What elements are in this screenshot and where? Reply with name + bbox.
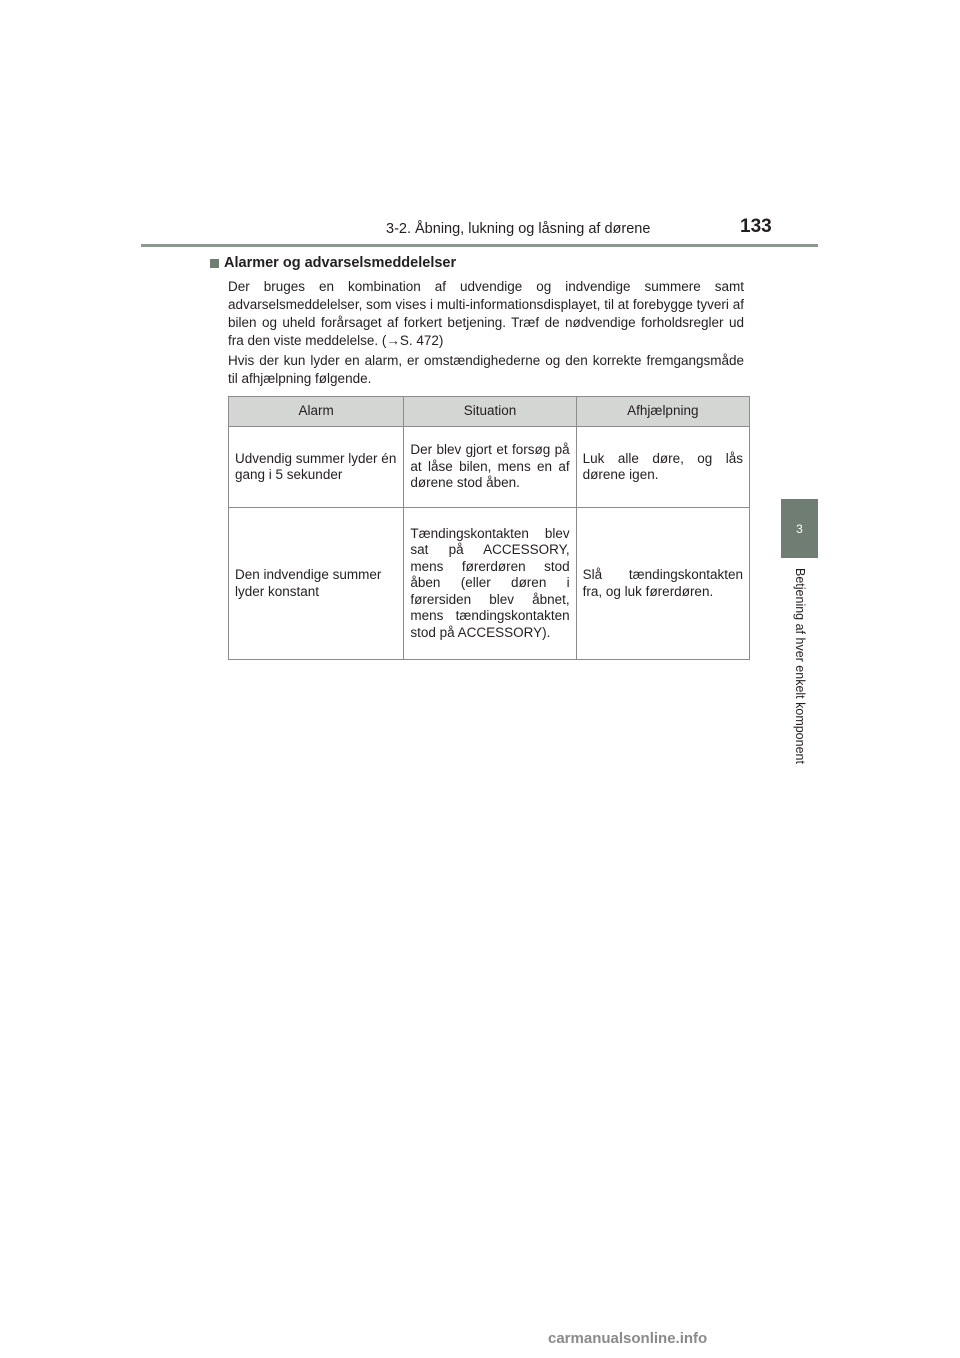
header-situation: Situation: [404, 397, 576, 427]
section-header: 3-2. Åbning, lukning og låsning af dørene: [386, 221, 651, 237]
header-remedy: Afhjælpning: [576, 397, 749, 427]
cell-situation: Tændingskontakten blev sat på ACCESSORY, mens førerdøren stod åben (eller døren i førersiden blev åbnet, mens tændingskontakten stod på ACCESSORY).: [404, 508, 576, 660]
table-row: [229, 508, 750, 660]
page-number: 133: [740, 216, 772, 237]
table-header-row: [229, 397, 750, 427]
alarm-paragraph: Hvis der kun lyder en alarm, er omstændighederne og den korrekte fremgangsmåde til afhjælpning følgende.: [228, 353, 744, 386]
table-row: [229, 427, 750, 508]
cell-alarm: Udvendig summer lyder én gang i 5 sekunder: [229, 427, 404, 508]
square-bullet-icon: [210, 259, 219, 268]
section-title: Alarmer og advarselsmeddelelser: [224, 255, 457, 271]
cell-situation: Der blev gjort et forsøg på at låse bilen, mens en af dørene stod åben.: [404, 427, 576, 508]
chapter-number: 3: [796, 521, 803, 536]
header-alarm: Alarm: [229, 397, 404, 427]
alarm-table: [228, 396, 750, 660]
cell-remedy: Slå tændingskontakten fra, og luk førerdøren.: [576, 508, 749, 660]
chapter-tab: [781, 499, 818, 558]
watermark: carmanualsonline.info: [548, 1330, 708, 1347]
cell-remedy: Luk alle døre, og lås dørene igen.: [576, 427, 749, 508]
cell-alarm: Den indvendige summer lyder konstant: [229, 508, 404, 660]
section-heading: [210, 255, 456, 271]
header-divider: [141, 244, 818, 247]
chapter-title: Betjening af hver enkelt komponent: [793, 568, 807, 764]
intro-paragraph: Der bruges en kombination af udvendige og indvendige summere samt advarselsmeddelelser, som vises i multi-informationsdisplayet, til at forebygge tyveri af bilen og uheld forårsaget af forkert betjening. Træf de nødvendige forholdsregler ud fra den viste meddelelse. (→S. 472): [228, 279, 744, 348]
